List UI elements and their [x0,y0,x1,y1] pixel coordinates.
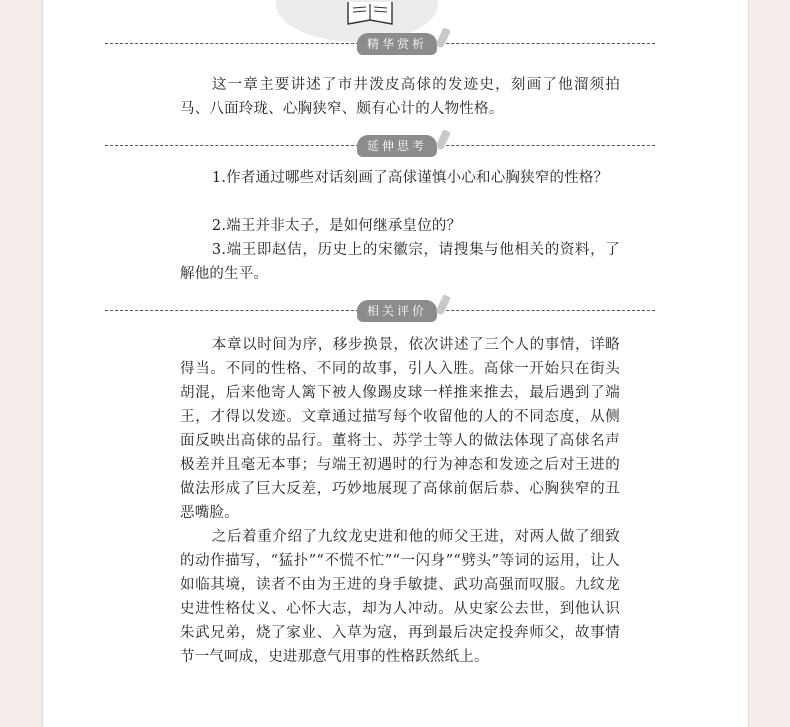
section-title-thinking [357,135,437,157]
book-icon [340,0,400,26]
section-title-text: 相关评价 [366,304,427,318]
question-item: 2.端王并非太子，是如何继承皇位的？ [211,218,462,234]
appreciation-paragraph: 这一章主要讲述了市井泼皮高俅的发迹史，刻画了他溜须拍马、八面玲珑、心胸狭窄、颇有心计的人物性格。 [180,77,620,117]
section-title-comments [357,300,437,322]
question-item: 1.作者通过哪些对话刻画了高俅谨慎小心和心胸狭窄的性格？ [211,170,609,186]
comment-paragraph: 本章以时间为序，移步换景，依次讲述了三个人的事情，详略得当。不同的性格、不同的故事，引人入胜。高俅一开始只在街头胡混，后来他寄人篱下被人像踢皮球一样推来推去，最后遇到了端王，才得以发迹。文章通过描写每个收留他的人的不同态度，从侧面反映出高俅的品行。董将士、苏学士等人的做法体现了高俅名声极差并且毫无本事；与端王初遇时的行为神态和发迹之后对王进的做法形成了巨大反差，巧妙地展现了高俅前倨后恭、心胸狭窄的丑恶嘴脸。 [180,337,620,521]
comment-paragraph: 之后着重介绍了九纹龙史进和他的师父王进，对两人做了细致的动作描写，“猛扑”“不慌不忙”“一闪身”“劈头”等词的运用，让人如临其境，读者不由为王进的身手敏捷、武功高强而叹服。九纹龙史进性格仗义、心怀大志，却为人冲动。从史家公去世，到他认识朱武兄弟，烧了家业、入草为寇，再到最后决定投奔师父，故事情节一气呵成，史进那意气用事的性格跃然纸上。 [180,529,620,665]
section-title-text: 延伸思考 [366,139,427,153]
question-item: 3.端王即赵佶，历史上的宋徽宗，请搜集与他相关的资料，了解他的生平。 [180,242,620,282]
section-title-appreciation [357,33,437,55]
section-title-text: 精华赏析 [366,37,427,51]
